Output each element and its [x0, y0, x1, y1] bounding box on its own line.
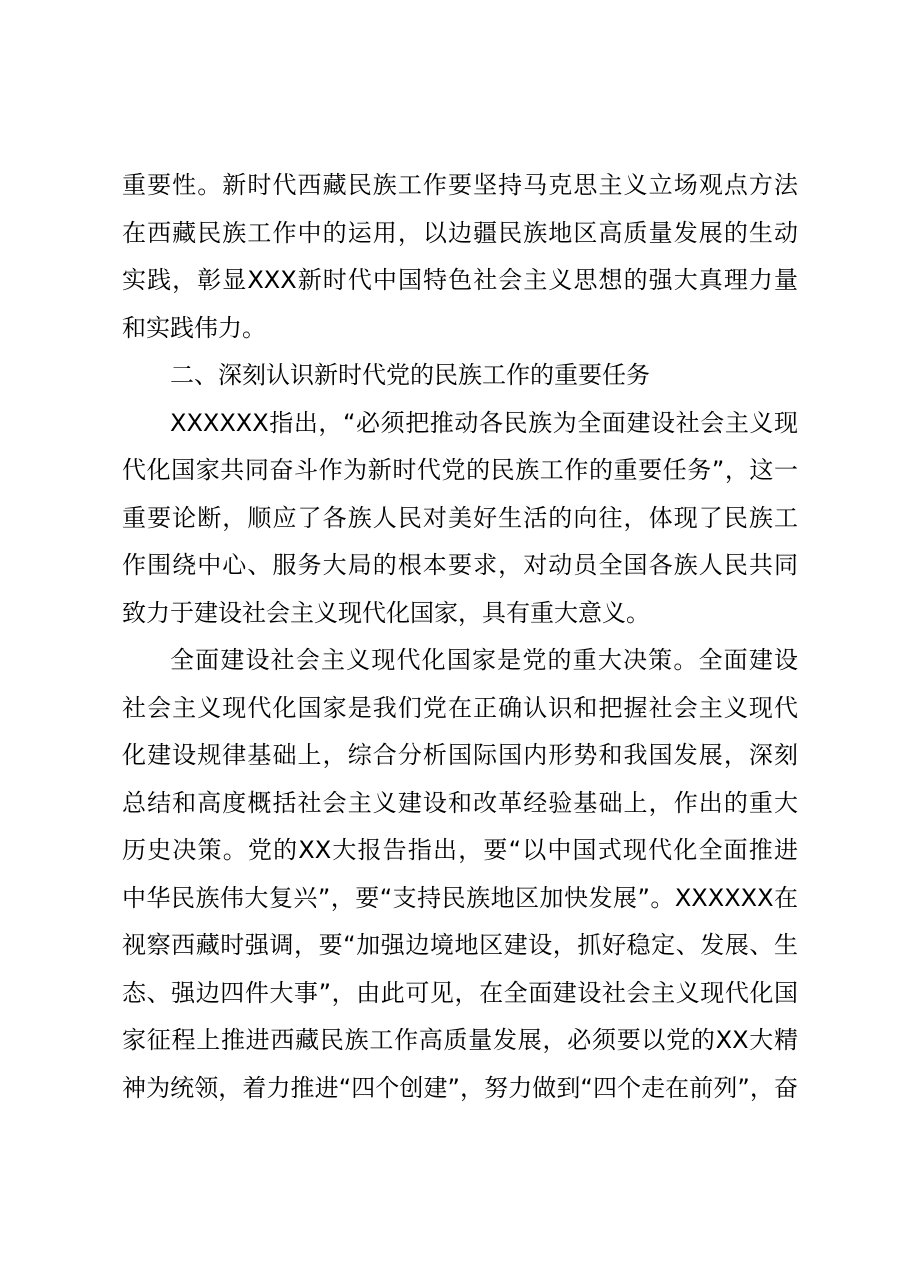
- text-line: 作围绕中心、服务大局的根本要求，对动员全国各族人民共同: [122, 551, 798, 579]
- paragraph: [122, 162, 798, 352]
- text-line: 历史决策。党的XX大报告指出，要“以中国式现代化全面推进: [122, 836, 798, 864]
- text-line: 态、强边四件大事”，由此可见，在全面建设社会主义现代化国: [122, 978, 798, 1007]
- text-line: 致力于建设社会主义现代化国家，具有重大意义。: [122, 598, 650, 627]
- text-line: 全面建设社会主义现代化国家是党的重大决策。全面建设: [170, 646, 798, 674]
- text-line: 重要论断，顺应了各族人民对美好生活的向往，体现了民族工: [122, 503, 798, 532]
- text-line: 中华民族伟大复兴”，要“支持民族地区加快发展”。XXXXXX在: [122, 883, 798, 912]
- text-line: XXXXXX指出，“必须把推动各民族为全面建设社会主义现: [170, 408, 798, 437]
- paragraph: [122, 400, 798, 638]
- text-line: 神为统领，着力推进“四个创建”，努力做到“四个走在前列”，奋: [122, 1073, 798, 1102]
- text-line: 代化国家共同奋斗作为新时代党的民族工作的重要任务”，这一: [122, 456, 798, 484]
- section-heading: [122, 352, 798, 400]
- text-line: 家征程上推进西藏民族工作高质量发展，必须要以党的XX大精: [122, 1026, 798, 1054]
- paragraph: [122, 637, 798, 1112]
- text-line: 实践，彰显XXX新时代中国特色社会主义思想的强大真理力量: [122, 266, 798, 294]
- document-body: [122, 162, 798, 1112]
- text-line: 重要性。新时代西藏民族工作要坚持马克思主义立场观点方法: [122, 171, 798, 199]
- text-line: 和实践伟力。: [122, 313, 266, 342]
- text-line: 总结和高度概括社会主义建设和改革经验基础上，作出的重大: [122, 788, 798, 817]
- text-line: 社会主义现代化国家是我们党在正确认识和把握社会主义现代: [122, 693, 798, 722]
- heading-line: 二、深刻认识新时代党的民族工作的重要任务: [170, 361, 650, 389]
- text-line: 视察西藏时强调，要“加强边境地区建设，抓好稳定、发展、生: [122, 931, 798, 959]
- text-line: 在西藏民族工作中的运用，以边疆民族地区高质量发展的生动: [122, 218, 798, 247]
- text-line: 化建设规律基础上，综合分析国际国内形势和我国发展，深刻: [122, 741, 798, 769]
